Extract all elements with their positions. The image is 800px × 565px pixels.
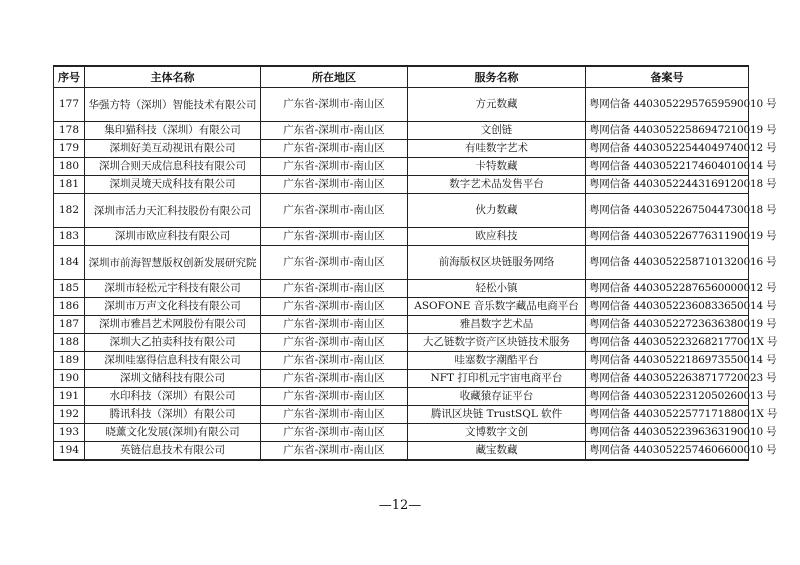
cell-filing: 粤网信备 44030522574606600010 号	[586, 442, 749, 461]
table-row	[54, 122, 749, 140]
table-row	[54, 406, 749, 424]
cell-index: 192	[54, 406, 85, 424]
cell-index: 178	[54, 122, 85, 140]
table-row	[54, 298, 749, 316]
cell-entity: 深圳市欧应科技有限公司	[85, 228, 261, 246]
cell-entity: 水印科技（深圳）有限公司	[85, 388, 261, 406]
cell-region: 广东省-深圳市-南山区	[261, 228, 408, 246]
cell-filing: 粤网信备 44030522312050260013 号	[586, 388, 749, 406]
cell-service: 有哇数字艺术	[408, 140, 586, 158]
table-row	[54, 140, 749, 158]
cell-entity: 深圳市前海智慧版权创新发展研究院	[85, 246, 261, 280]
cell-entity: 深圳灵境天成科技有限公司	[85, 176, 261, 194]
cell-index: 180	[54, 158, 85, 176]
cell-filing: 粤网信备 44030522723636380019 号	[586, 316, 749, 334]
cell-service: 大乙链数字资产区块链技术服务	[408, 334, 586, 352]
table-body	[54, 88, 778, 461]
cell-service: 欧应科技	[408, 228, 586, 246]
cell-entity: 深圳好美互动视讯有限公司	[85, 140, 261, 158]
header-entity: 主体名称	[85, 66, 261, 88]
cell-index: 189	[54, 352, 85, 370]
table-row	[54, 176, 749, 194]
cell-service: 数字艺术品发售平台	[408, 176, 586, 194]
cell-filing: 粤网信备 44030522638717720023 号	[586, 370, 749, 388]
cell-index: 182	[54, 194, 85, 228]
cell-filing: 粤网信备 44030522675044730018 号	[586, 194, 749, 228]
cell-index: 188	[54, 334, 85, 352]
table-row	[54, 424, 749, 442]
cell-entity: 深圳合则天成信息科技有限公司	[85, 158, 261, 176]
cell-entity: 深圳市雅昌艺术网股份有限公司	[85, 316, 261, 334]
table-row	[54, 228, 749, 246]
cell-service: 文博数字文创	[408, 424, 586, 442]
cell-region: 广东省-深圳市-南山区	[261, 280, 408, 298]
cell-filing: 粤网信备 44030522396363190010 号	[586, 424, 749, 442]
header-region: 所在地区	[261, 66, 408, 88]
table-row	[54, 316, 749, 334]
cell-entity: 深圳市活力天汇科技股份有限公司	[85, 194, 261, 228]
cell-index: 187	[54, 316, 85, 334]
cell-service: 藏宝数藏	[408, 442, 586, 461]
cell-service: 收藏猿存证平台	[408, 388, 586, 406]
cell-filing: 粤网信备 44030522677631190019 号	[586, 228, 749, 246]
cell-region: 广东省-深圳市-南山区	[261, 316, 408, 334]
cell-index: 183	[54, 228, 85, 246]
cell-filing: 粤网信备 44030522586947210019 号	[586, 122, 749, 140]
cell-region: 广东省-深圳市-南山区	[261, 406, 408, 424]
cell-service: 腾讯区块链 TrustSQL 软件	[408, 406, 586, 424]
cell-region: 广东省-深圳市-南山区	[261, 140, 408, 158]
table-row	[54, 388, 749, 406]
cell-index: 193	[54, 424, 85, 442]
header-index: 序号	[54, 66, 85, 88]
cell-service: ASOFONE 音乐数字藏品电商平台	[408, 298, 586, 316]
table-row	[54, 280, 749, 298]
cell-service: 前海版权区块链服务网络	[408, 246, 586, 280]
cell-entity: 华强方特（深圳）智能技术有限公司	[85, 88, 261, 122]
cell-service: 卡特数藏	[408, 158, 586, 176]
cell-region: 广东省-深圳市-南山区	[261, 334, 408, 352]
cell-filing: 粤网信备 44030522577171880​01X 号	[586, 406, 749, 424]
table-row	[54, 246, 749, 280]
table-row	[54, 334, 749, 352]
table-row	[54, 442, 749, 461]
cell-filing: 粤网信备 44030522443169120018 号	[586, 176, 749, 194]
cell-filing: 粤网信备 44030522587101320016 号	[586, 246, 749, 280]
cell-entity: 深圳哇塞得信息科技有限公司	[85, 352, 261, 370]
table-row	[54, 88, 749, 122]
cell-region: 广东省-深圳市-南山区	[261, 352, 408, 370]
cell-service: 轻松小镇	[408, 280, 586, 298]
cell-index: 194	[54, 442, 85, 461]
cell-index: 181	[54, 176, 85, 194]
cell-service: 方元数藏	[408, 88, 586, 122]
cell-region: 广东省-深圳市-南山区	[261, 194, 408, 228]
cell-entity: 腾讯科技（深圳）有限公司	[85, 406, 261, 424]
cell-index: 185	[54, 280, 85, 298]
cell-filing: 粤网信备 44030522174604010014 号	[586, 158, 749, 176]
header-service: 服务名称	[408, 66, 586, 88]
table-row	[54, 194, 749, 228]
cell-region: 广东省-深圳市-南山区	[261, 176, 408, 194]
cell-service: 文创链	[408, 122, 586, 140]
cell-entity: 集印猫科技（深圳）有限公司	[85, 122, 261, 140]
cell-region: 广东省-深圳市-南山区	[261, 158, 408, 176]
cell-entity: 深圳市轻松元宇科技有限公司	[85, 280, 261, 298]
page-number: —12—	[378, 498, 422, 513]
cell-service: 哇塞数字潮酷平台	[408, 352, 586, 370]
registry-table	[53, 65, 778, 461]
cell-entity: 英链信息技术有限公司	[85, 442, 261, 461]
cell-region: 广东省-深圳市-南山区	[261, 424, 408, 442]
header-filing: 备案号	[586, 66, 749, 88]
cell-region: 广东省-深圳市-南山区	[261, 88, 408, 122]
cell-filing: 粤网信备 44030522544049740012 号	[586, 140, 749, 158]
table-header-row	[54, 66, 749, 88]
cell-index: 184	[54, 246, 85, 280]
cell-filing: 粤网信备 44030522360833650014 号	[586, 298, 749, 316]
cell-service: 伙力数藏	[408, 194, 586, 228]
cell-entity: 深圳市万声文化科技有限公司	[85, 298, 261, 316]
cell-index: 177	[54, 88, 85, 122]
cell-region: 广东省-深圳市-南山区	[261, 246, 408, 280]
cell-filing: 粤网信备 44030522957659590010 号	[586, 88, 749, 122]
cell-region: 广东省-深圳市-南山区	[261, 122, 408, 140]
cell-entity: 晓薰文化发展(深圳)有限公司	[85, 424, 261, 442]
cell-service: NFT 打印机元宇宙电商平台	[408, 370, 586, 388]
cell-index: 190	[54, 370, 85, 388]
cell-index: 191	[54, 388, 85, 406]
cell-entity: 深圳文储科技有限公司	[85, 370, 261, 388]
cell-region: 广东省-深圳市-南山区	[261, 370, 408, 388]
cell-service: 雅昌数字艺术品	[408, 316, 586, 334]
table-row	[54, 370, 749, 388]
cell-region: 广东省-深圳市-南山区	[261, 442, 408, 461]
cell-index: 186	[54, 298, 85, 316]
cell-filing: 粤网信备 44030522876560000012 号	[586, 280, 749, 298]
table-row	[54, 158, 749, 176]
cell-filing: 粤网信备 44030522186973550014 号	[586, 352, 749, 370]
cell-filing: 粤网信备 44030522326821770​01X 号	[586, 334, 749, 352]
table-row	[54, 352, 749, 370]
cell-entity: 深圳大乙拍卖科技有限公司	[85, 334, 261, 352]
cell-region: 广东省-深圳市-南山区	[261, 298, 408, 316]
cell-region: 广东省-深圳市-南山区	[261, 388, 408, 406]
cell-index: 179	[54, 140, 85, 158]
